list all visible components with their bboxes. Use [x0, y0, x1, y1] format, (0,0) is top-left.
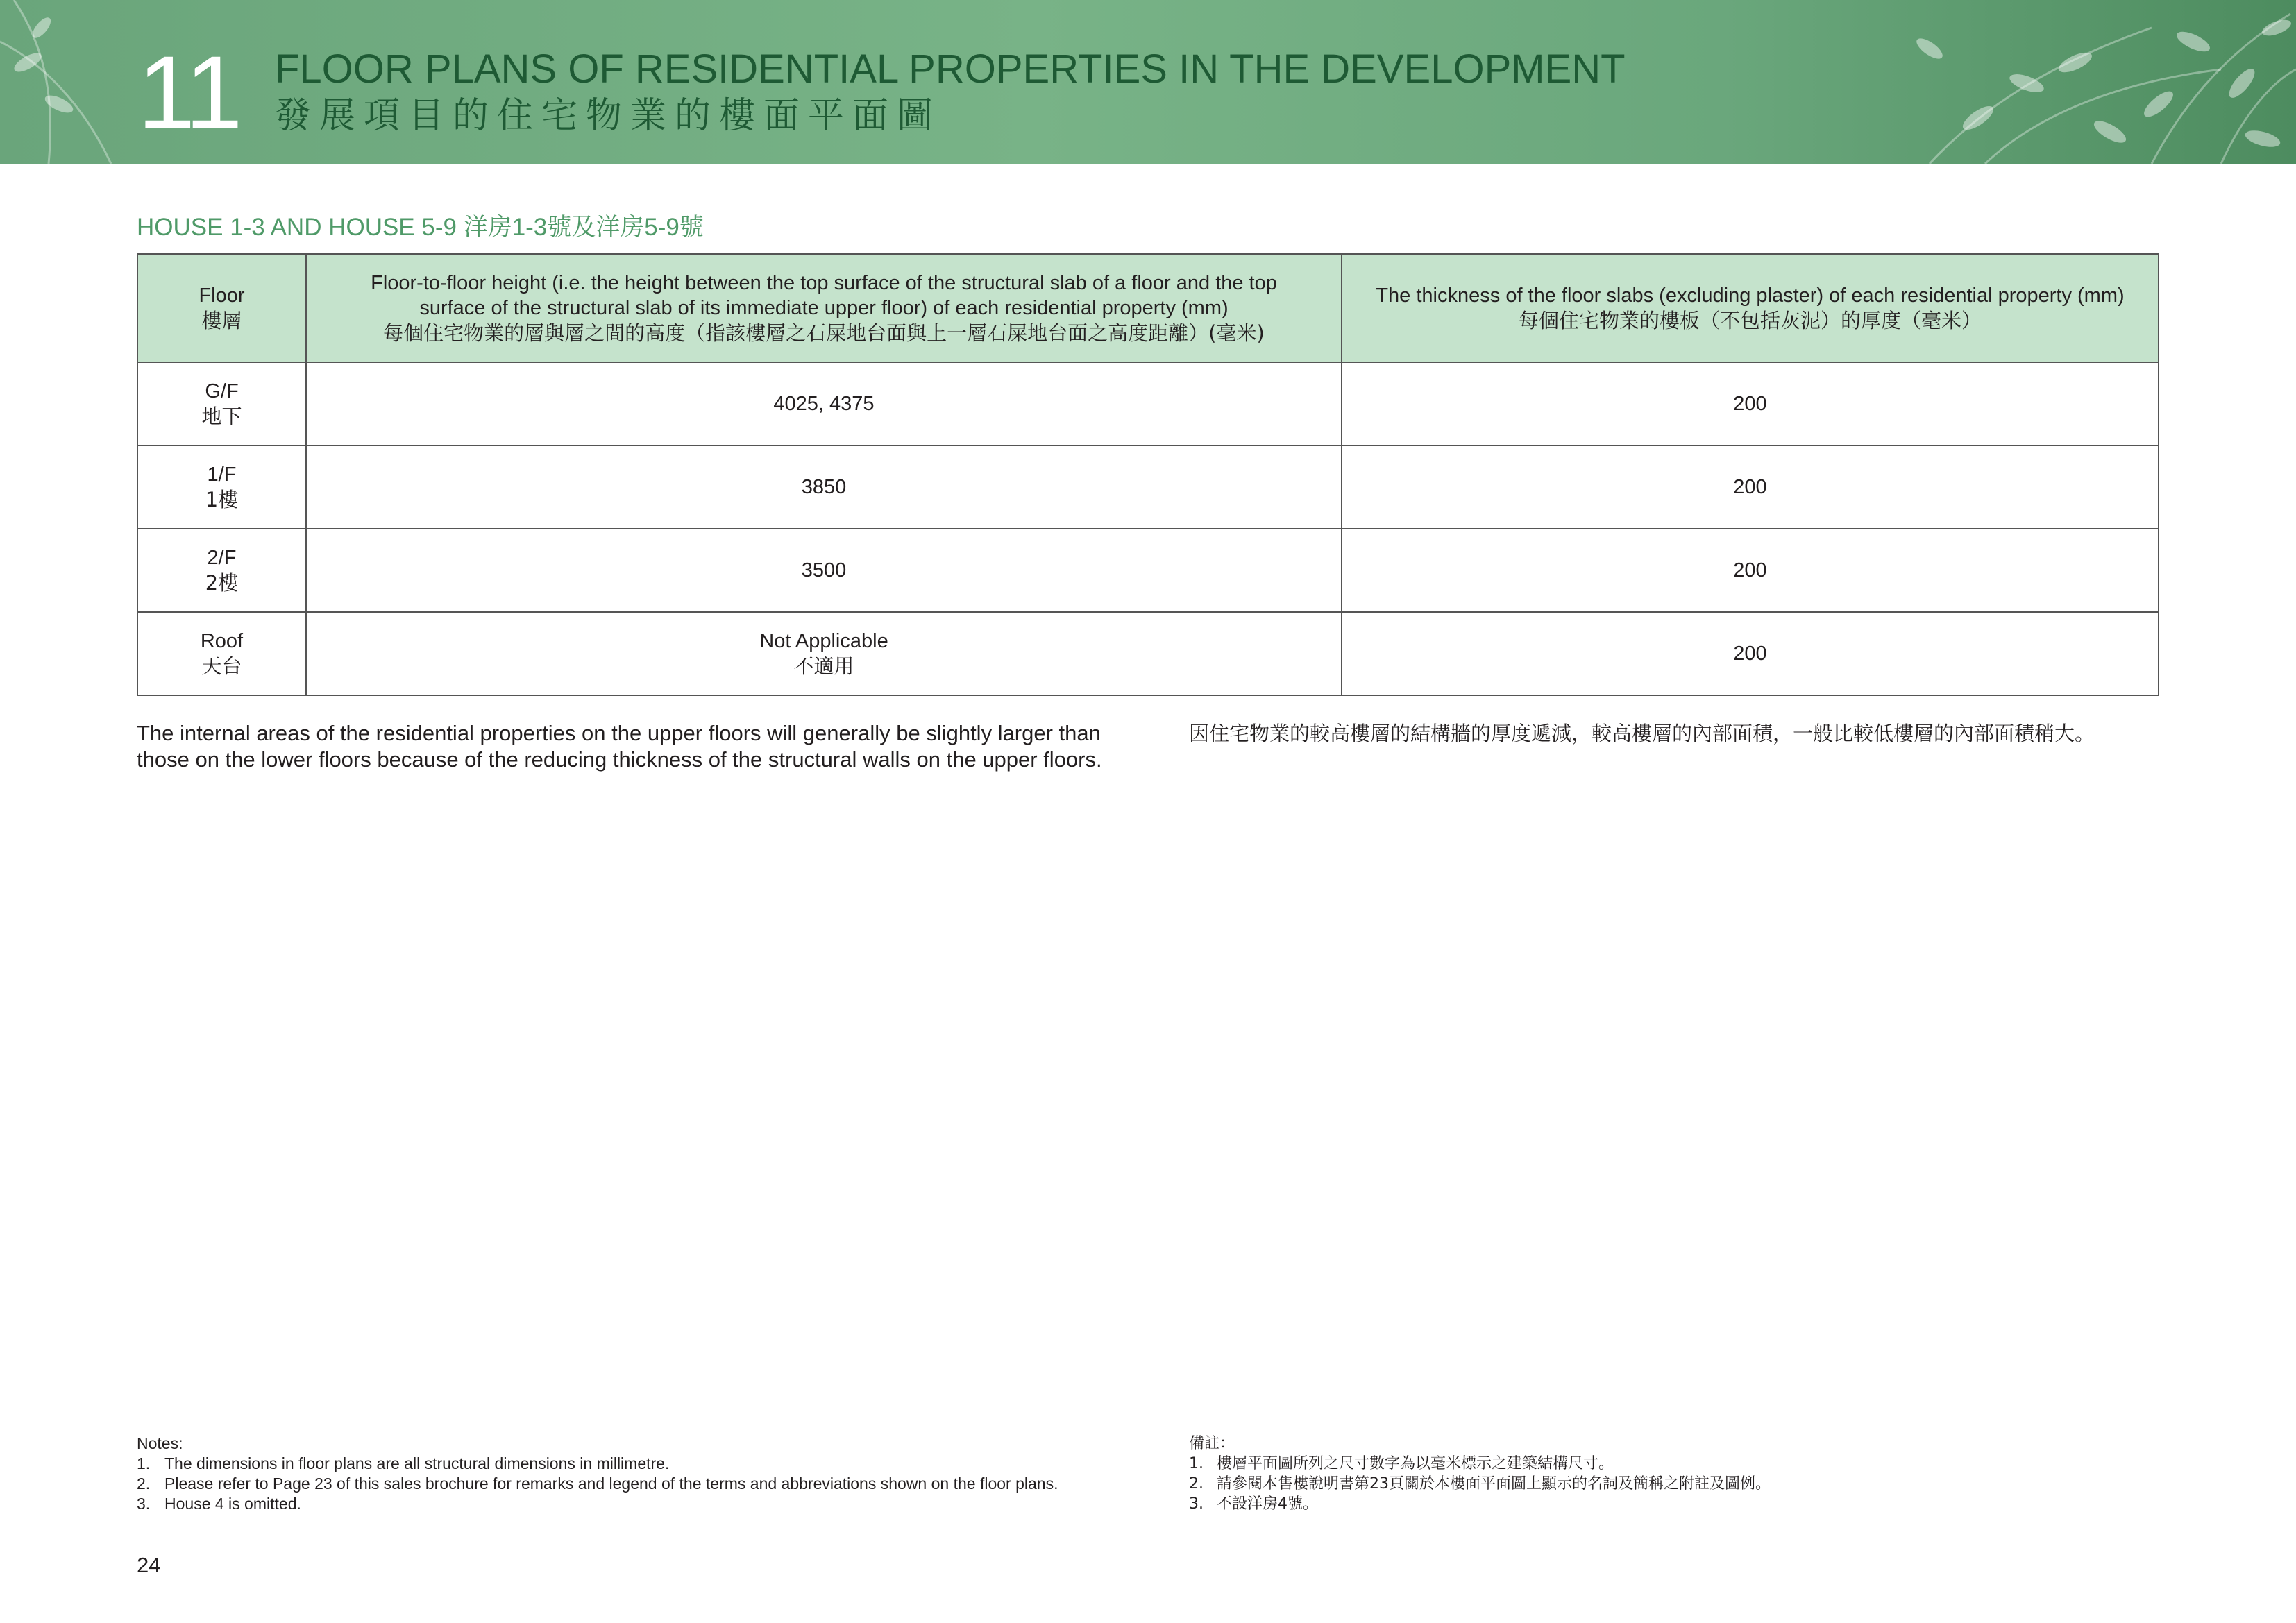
list-item: 1. 樓層平面圖所列之尺寸數字為以毫米標示之建築結構尺寸。 — [1189, 1455, 1614, 1472]
section-number: 11 — [137, 34, 240, 151]
header-floor: Floor 樓層 — [137, 254, 306, 362]
page-title-zh: 發展項目的住宅物業的樓面平面圖 — [275, 95, 942, 137]
floor-cell: G/F 地下 — [137, 362, 306, 445]
height-cell: 4025, 4375 — [306, 362, 1342, 445]
internal-area-note-en: The internal areas of the residential properties on the upper floors will generally be slightly larger than those on the lower floors because of the reducing thickness of the structural walls on the upper floors. — [137, 721, 1102, 772]
floor-cell: Roof 天台 — [137, 612, 306, 695]
notes-en — [137, 1434, 1178, 1514]
list-item: 3. House 4 is omitted. — [137, 1495, 301, 1513]
thickness-cell: 200 — [1342, 445, 2159, 529]
height-cell: 3850 — [306, 445, 1342, 529]
table-row — [137, 529, 2159, 612]
header-slab-thickness: The thickness of the floor slabs (excluding plaster) of each residential property (mm) 每個住宅物業的樓板（不包括灰泥）的厚度（毫米） — [1342, 254, 2159, 362]
header-banner — [0, 0, 2296, 164]
notes-title: Notes: — [137, 1434, 183, 1452]
floor-spec-table — [137, 253, 2159, 696]
notes-title: 備註： — [1189, 1435, 1235, 1452]
header-floor-height: Floor-to-floor height (i.e. the height between the top surface of the structural slab of a floor and the top surface of the structural slab of its immediate upper floor) of each residential property (mm) 每個住宅物業的層與層之間的高度（指該樓層之石屎地台面與上一層石屎地台面之高度距離）(毫米) — [306, 254, 1342, 362]
page-number: 24 — [137, 1553, 161, 1577]
thickness-cell: 200 — [1342, 612, 2159, 695]
list-item: 2. Please refer to Page 23 of this sales brochure for remarks and legend of the terms and abbreviations shown on the floor plans. — [137, 1475, 1058, 1493]
list-item: 1. The dimensions in floor plans are all structural dimensions in millimetre. — [137, 1454, 670, 1472]
thickness-cell: 200 — [1342, 362, 2159, 445]
thickness-cell: 200 — [1342, 529, 2159, 612]
list-item: 2. 請參閱本售樓說明書第23頁關於本樓面平面圖上顯示的名詞及簡稱之附註及圖例。 — [1189, 1475, 1771, 1493]
page-title-en: FLOOR PLANS OF RESIDENTIAL PROPERTIES IN THE DEVELOPMENT — [275, 46, 1626, 92]
notes-zh — [1189, 1434, 2161, 1514]
table-row — [137, 445, 2159, 529]
table-row — [137, 612, 2159, 695]
height-cell: 3500 — [306, 529, 1342, 612]
house-subheading: HOUSE 1-3 AND HOUSE 5-9 洋房1-3號及洋房5-9號 — [137, 214, 704, 241]
height-cell: Not Applicable 不適用 — [306, 612, 1342, 695]
internal-area-note-zh: 因住宅物業的較高樓層的結構牆的厚度遞減，較高樓層的內部面積，一般比較低樓層的內部面積稍大。 — [1189, 722, 2095, 745]
list-item: 3. 不設洋房4號。 — [1189, 1495, 1318, 1513]
table-row — [137, 362, 2159, 445]
floor-cell: 2/F 2樓 — [137, 529, 306, 612]
floor-cell: 1/F 1樓 — [137, 445, 306, 529]
table-header-row — [137, 254, 2159, 362]
